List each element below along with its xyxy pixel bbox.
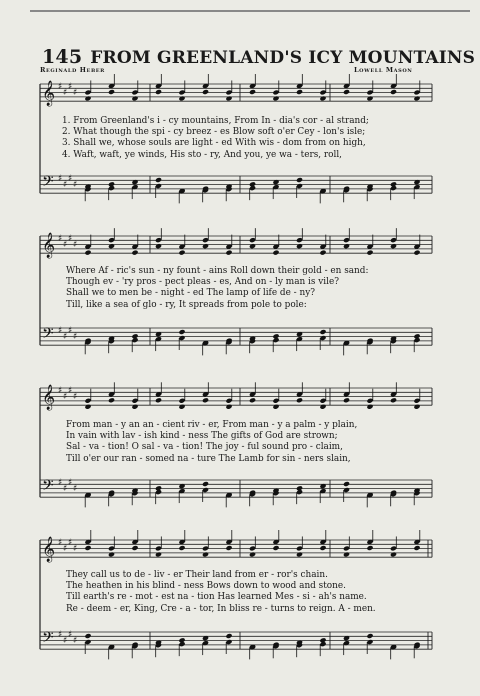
note-head [225,95,232,101]
note-head [155,89,162,95]
note-head [272,95,279,101]
note-head [225,545,232,551]
lyric-line: 1. From Greenland's i - cy mountains, From In - dia's cor - al strand; [62,116,369,126]
note-head [108,243,115,249]
note-head [202,89,209,95]
sharp-icon: ♯ [63,392,68,402]
note-head [319,95,326,101]
note-head [272,250,279,256]
note-head [178,95,185,101]
note-head [413,250,420,256]
note-head [366,250,373,256]
bass-clef-icon: 𝄢 [42,629,54,650]
note-head [296,243,303,249]
note-head [202,243,209,249]
note-head [296,177,303,183]
lyric-line: Till o'er our ran - somed na - ture The Lamb for sin - ners slain, [66,453,351,464]
note-head [319,250,326,256]
note-head [343,397,350,403]
sharp-icon: ♯ [68,386,73,396]
lyric-line: From man - y an an - cient riv - er, From man - y a palm - y plain, [66,420,358,430]
lyric-line: Till, like a sea of glo - ry, It spreads from pole to pole: [66,299,307,310]
sharp-icon: ♯ [68,538,73,548]
note-head [84,95,91,101]
sharp-icon: ♯ [73,392,78,402]
sharp-icon: ♯ [73,88,78,98]
sharp-icon: ♯ [63,332,68,342]
note-head [343,481,350,487]
note-head [108,397,115,403]
note-head [155,397,162,403]
sharp-icon: ♯ [73,180,78,190]
note-head [249,89,256,95]
treble-clef-icon: 𝄞 [42,233,56,258]
lyrics-system-3 [66,420,436,465]
note-head [202,397,209,403]
sharp-icon: ♯ [58,386,63,396]
note-head [84,545,91,551]
lyric-line: Shall we to men be - night - ed The lamp of life de - ny? [66,288,315,299]
note-head [319,545,326,551]
sharp-icon: ♯ [63,180,68,190]
lyric-line: Where Af - ric's sun - ny fount - ains Roll down their gold - en sand: [66,266,369,276]
note-head [249,243,256,249]
note-head [296,89,303,95]
note-head [296,397,303,403]
note-head [249,551,256,557]
note-head [155,551,162,557]
treble-clef-icon: 𝄞 [42,385,56,410]
note-head [272,545,279,551]
note-head [296,551,303,557]
lyric-line: Though ev - 'ry pros - pect pleas - es, And on - ly man is vile? [66,277,339,288]
sharp-icon: ♯ [58,538,63,548]
sharp-icon: ♯ [73,636,78,646]
note-head [366,545,373,551]
note-head [178,545,185,551]
lyric-line: Till earth's re - mot - est na - tion Has learned Mes - si - ah's name. [66,592,367,603]
sharp-icon: ♯ [68,82,73,92]
sharp-icon: ♯ [58,82,63,92]
note-head [413,545,420,551]
note-head [84,250,91,256]
note-head [131,250,138,256]
note-head [225,633,232,639]
note-head [343,89,350,95]
hymn-heading [42,46,475,68]
note-head [202,481,209,487]
lyric-line: In vain with lav - ish kind - ness The gifts of God are strown; [66,431,338,442]
note-head [84,633,91,639]
note-head [178,329,185,335]
sharp-icon: ♯ [63,484,68,494]
lyric-line: 4. Waft, waft, ye winds, His sto - ry, And you, ye wa - ters, roll, [62,149,342,160]
note-head [131,95,138,101]
sharp-icon: ♯ [63,544,68,554]
note-head [390,551,397,557]
note-head [249,397,256,403]
lyric-line: Re - deem - er, King, Cre - a - tor, In bliss re - turns to reign. A - men. [66,603,376,614]
note-head [272,404,279,410]
sharp-icon: ♯ [58,630,63,640]
sharp-icon: ♯ [68,326,73,336]
note-head [155,177,162,183]
sharp-icon: ♯ [68,174,73,184]
note-head [131,404,138,410]
note-head [366,95,373,101]
note-head [366,633,373,639]
lyrics-system-4 [66,570,436,615]
sharp-icon: ♯ [58,478,63,488]
note-head [413,404,420,410]
sharp-icon: ♯ [63,240,68,250]
lyricist-credit: Reginald Heber [40,66,105,74]
sharp-icon: ♯ [68,478,73,488]
note-head [108,551,115,557]
note-head [202,551,209,557]
sharp-icon: ♯ [73,484,78,494]
note-head [319,404,326,410]
note-head [84,404,91,410]
top-rule [30,10,470,12]
treble-clef-icon: 𝄞 [42,537,56,562]
sharp-icon: ♯ [73,332,78,342]
note-head [366,404,373,410]
sharp-icon: ♯ [73,240,78,250]
sharp-icon: ♯ [63,636,68,646]
lyrics-system-1 [62,116,432,161]
lyric-line: They call us to de - liv - er Their land from er - ror's chain. [66,570,328,580]
note-head [225,404,232,410]
note-head [155,243,162,249]
hymn-title: FROM GREENLAND'S ICY MOUNTAINS [90,48,476,68]
sharp-icon: ♯ [68,234,73,244]
sharp-icon: ♯ [63,88,68,98]
bass-clef-icon: 𝄢 [42,477,54,498]
note-head [178,250,185,256]
note-head [108,89,115,95]
note-head [390,89,397,95]
note-head [225,250,232,256]
bass-clef-icon: 𝄢 [42,325,54,346]
note-head [390,243,397,249]
sharp-icon: ♯ [58,326,63,336]
bass-clef-icon: 𝄢 [42,173,54,194]
lyrics-system-2 [66,266,436,311]
note-head [319,329,326,335]
sharp-icon: ♯ [58,174,63,184]
lyric-line: Sal - va - tion! O sal - va - tion! The joy - ful sound pro - claim, [66,442,343,453]
treble-clef-icon: 𝄞 [42,81,56,106]
note-head [413,95,420,101]
note-head [390,397,397,403]
note-head [343,551,350,557]
note-head [131,545,138,551]
lyric-line: 3. Shall we, whose souls are light - ed With wis - dom from on high, [62,138,366,149]
sharp-icon: ♯ [73,544,78,554]
lyric-line: The heathen in his blind - ness Bows down to wood and stone. [66,581,346,592]
lyric-line: 2. What though the spi - cy breez - es Blow soft o'er Cey - lon's isle; [62,127,366,138]
note-head [178,404,185,410]
hymn-number: 145 [42,46,83,68]
composer-credit: Lowell Mason [354,66,413,74]
sharp-icon: ♯ [58,234,63,244]
sharp-icon: ♯ [68,630,73,640]
note-head [343,243,350,249]
